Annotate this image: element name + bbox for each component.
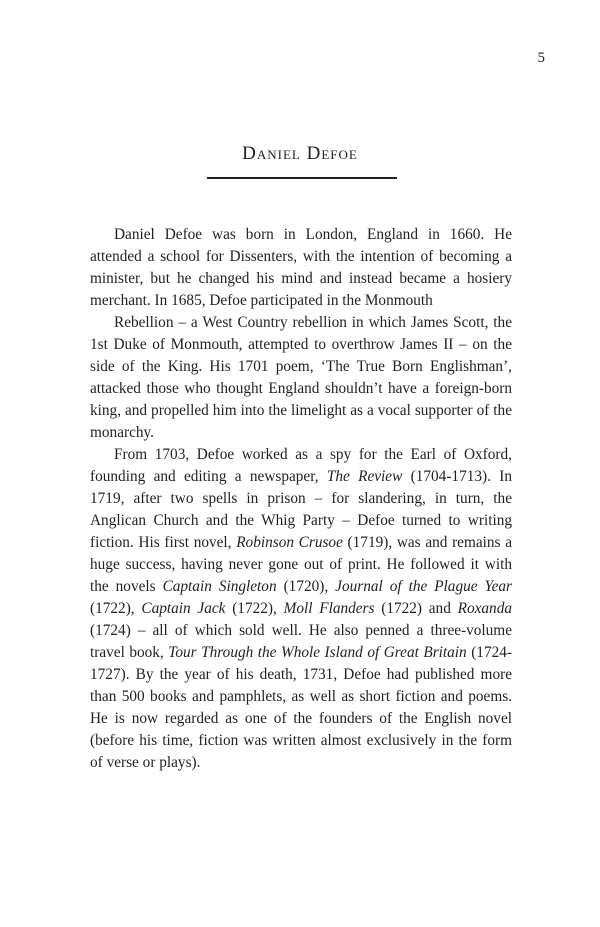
body-text [90, 224, 512, 774]
italic-title-plague-year: Journal of the Plague Year [335, 578, 513, 595]
italic-title-captain-jack: Captain Jack [141, 600, 226, 617]
italic-title-tour-through: Tour Through the Whole Island of Great Britain [168, 644, 467, 661]
text-run: (1704-1713). In 1719, after two spells in prison – for slandering, in turn, the Anglican Church and the Whig Party – Defoe turned to writing fiction. His first novel, [90, 468, 513, 551]
paragraph-1: Daniel Defoe was born in London, England in 1660. He attended a school for Dissenters, with the intention of becoming a minister, but he changed his mind and instead became a hosiery merchant. In 1685, Defoe participated in the Monmouth [90, 226, 512, 309]
text-run: (1724) – all of which sold well. He also penned a three-volume travel book, [90, 622, 512, 661]
text-run: (1722), [90, 600, 142, 617]
paragraph-3 [90, 444, 512, 774]
text-run: (1719), was and remains a huge success, having never gone out of print. He followed it with the novels [90, 534, 512, 595]
italic-title-roxanda: Roxanda [457, 600, 513, 617]
title-underline [207, 177, 397, 179]
text-run: From 1703, Defoe worked as a spy for the Earl of Oxford, founding and editing a newspaper, [90, 446, 512, 485]
italic-title-the-review: The Review [326, 468, 403, 485]
italic-title-captain-singleton: Captain Singleton [162, 578, 277, 595]
paragraph-2: Rebellion – a West Country rebellion in which James Scott, the 1st Duke of Monmouth, attempted to overthrow James II – on the side of the King. His 1701 poem, ‘The True Born Englishman’, attacked those who thought England shouldn’t have a foreign-born king, and propelled him into the limelight as a vocal supporter of the monarchy. [90, 314, 512, 441]
italic-title-moll-flanders: Moll Flanders [283, 600, 375, 617]
page-number: 5 [537, 50, 545, 66]
text-run: (1722) and [374, 600, 458, 617]
chapter-title: Daniel Defoe [242, 143, 358, 164]
italic-title-robinson-crusoe: Robinson Crusoe [236, 534, 343, 551]
text-run: (1724-1727). By the year of his death, 1731, Defoe had published more than 500 books and pamphlets, as well as short fiction and poems. He is now regarded as one of the founders of the English novel (before his time, fiction was written almost exclusively in the form of verse or plays). [90, 644, 512, 771]
text-run: (1720), [276, 578, 336, 595]
text-run: (1722), [225, 600, 284, 617]
